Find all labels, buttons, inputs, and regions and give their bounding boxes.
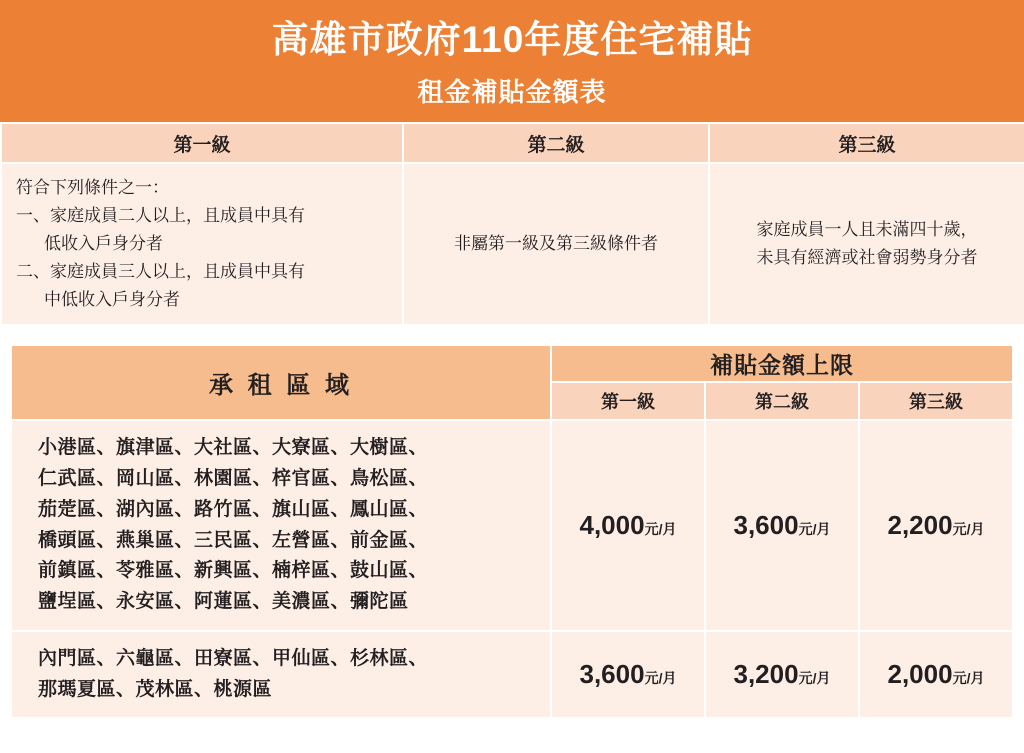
area-list-row-1: [11, 420, 551, 631]
amount-subheader-level3: 第三級: [859, 382, 1013, 420]
amount-value: 4,000: [579, 510, 645, 541]
amount-row2-level3: [859, 631, 1013, 719]
area-line: 橋頭區、燕巢區、三民區、左營區、前金區、: [37, 529, 428, 551]
amount-row1-level1: [551, 420, 705, 631]
level-header-2: 第二級: [403, 123, 709, 163]
level3-line-1: 家庭成員一人且未滿四十歲，: [756, 220, 978, 240]
amount-row1-level3: [859, 420, 1013, 631]
level-table-body-row: [1, 163, 1024, 325]
area-line: 內門區、六龜區、田寮區、甲仙區、杉林區、: [37, 647, 428, 669]
amount-value: 2,000: [887, 659, 953, 690]
amount-row2-level1: [551, 631, 705, 719]
level1-line-2: 一、家庭成員二人以上，且成員中具有: [16, 206, 305, 226]
table-row: [11, 631, 1013, 719]
level1-line-5: [16, 286, 388, 314]
level2-conditions: 非屬第一級及第三級條件者: [403, 163, 709, 325]
amount-unit: 元/月: [798, 521, 831, 538]
level-table-header-row: [1, 123, 1024, 163]
amount-value: 2,200: [887, 510, 953, 541]
amount-unit: 元/月: [798, 670, 831, 687]
level1-line-1: 符合下列條件之一：: [16, 178, 169, 197]
page-title: 高雄市政府110年度住宅補貼: [271, 19, 753, 61]
amount-unit: 元/月: [644, 521, 677, 538]
subsidy-amount-table: [10, 344, 1014, 719]
level1-line-3-text: 低收入戶身分者: [44, 234, 163, 254]
level1-line-4: 二、家庭成員三人以上，且成員中具有: [16, 262, 305, 282]
level1-conditions: [1, 163, 403, 325]
table-row: [11, 420, 1013, 631]
area-line: 茄萣區、湖內區、路竹區、旗山區、鳳山區、: [37, 498, 428, 520]
amount-unit: 元/月: [952, 670, 985, 687]
level-header-3: 第三級: [709, 123, 1024, 163]
amount-value: 3,600: [579, 659, 645, 690]
level1-line-3: [16, 230, 388, 258]
area-header: 承 租 區 域: [11, 345, 551, 420]
amount-subheader-level2: 第二級: [705, 382, 859, 420]
area-line: 前鎮區、苓雅區、新興區、楠梓區、鼓山區、: [37, 560, 428, 582]
amount-header: 補貼金額上限: [551, 345, 1013, 382]
amount-value: 3,600: [733, 510, 799, 541]
level-header-1: 第一級: [1, 123, 403, 163]
amount-subheader-level1: 第一級: [551, 382, 705, 420]
table-spacer: [0, 326, 1024, 344]
area-line: 仁武區、岡山區、林園區、梓官區、鳥松區、: [37, 468, 428, 489]
level1-line-5-text: 中低收入戶身分者: [44, 290, 180, 310]
level3-line-2: 未具有經濟或社會弱勢身分者: [756, 248, 978, 268]
amount-value: 3,200: [733, 659, 799, 690]
area-line: 小港區、旗津區、大社區、大寮區、大樹區、: [37, 437, 428, 459]
area-line: 那瑪夏區、茂林區、桃源區: [37, 678, 272, 700]
amount-table-header-row-1: [11, 345, 1013, 382]
amount-unit: 元/月: [952, 521, 985, 538]
page-subtitle: 租金補貼金額表: [417, 76, 607, 107]
area-list-row-2: [11, 631, 551, 719]
area-line: 鹽埕區、永安區、阿蓮區、美濃區、彌陀區: [37, 591, 409, 613]
amount-unit: 元/月: [644, 670, 677, 687]
amount-row2-level2: [705, 631, 859, 719]
level-condition-table: [0, 122, 1024, 326]
level3-conditions: [709, 163, 1024, 325]
document-banner: [0, 0, 1024, 122]
amount-row1-level2: [705, 420, 859, 631]
